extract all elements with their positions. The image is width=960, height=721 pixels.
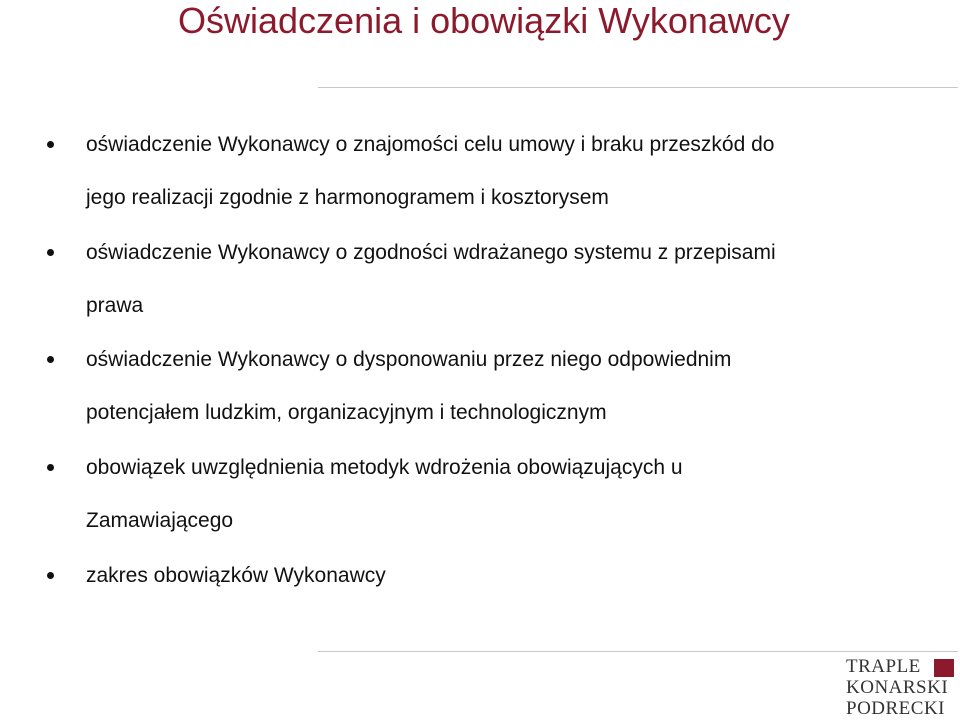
bullet-item: [86, 118, 886, 224]
bullet-dot-icon: [47, 464, 54, 471]
company-logo: [846, 657, 958, 721]
bullet-text: Zamawiającego: [86, 509, 234, 532]
bullet-text: oświadczenie Wykonawcy o znajomości celu umowy i braku przeszkód do: [86, 133, 775, 156]
logo-line-3: PODRECKI: [846, 698, 946, 719]
bullet-item: [86, 226, 886, 332]
bullet-dot-icon: [47, 141, 54, 148]
bullet-text: obowiązek uwzględnienia metodyk wdrożenia obowiązujących u: [86, 456, 683, 479]
bullet-dot-icon: [47, 572, 54, 579]
bullet-text: zakres obowiązków Wykonawcy: [86, 564, 386, 587]
bullet-item: [86, 333, 886, 439]
bullet-dot-icon: [47, 356, 54, 363]
logo-line-2: KONARSKI: [846, 677, 949, 698]
slide-title: Oświadczenia i obowiązki Wykonawcy: [178, 0, 790, 41]
bullet-text: oświadczenie Wykonawcy o dysponowaniu przez niego odpowiednim: [86, 348, 732, 371]
bottom-divider: [318, 651, 958, 652]
bullet-text: prawa: [86, 294, 144, 317]
bullet-item: [86, 441, 886, 547]
bullet-text: jego realizacji zgodnie z harmonogramem i kosztorysem: [86, 186, 609, 209]
bullet-item: [86, 549, 886, 602]
logo-square-icon: [934, 659, 954, 677]
top-divider: [318, 87, 958, 88]
bullet-dot-icon: [47, 249, 54, 256]
bullet-text: oświadczenie Wykonawcy o zgodności wdrażanego systemu z przepisami: [86, 241, 776, 264]
bullet-text: potencjałem ludzkim, organizacyjnym i technologicznym: [86, 401, 607, 424]
logo-line-1: TRAPLE: [846, 656, 921, 677]
